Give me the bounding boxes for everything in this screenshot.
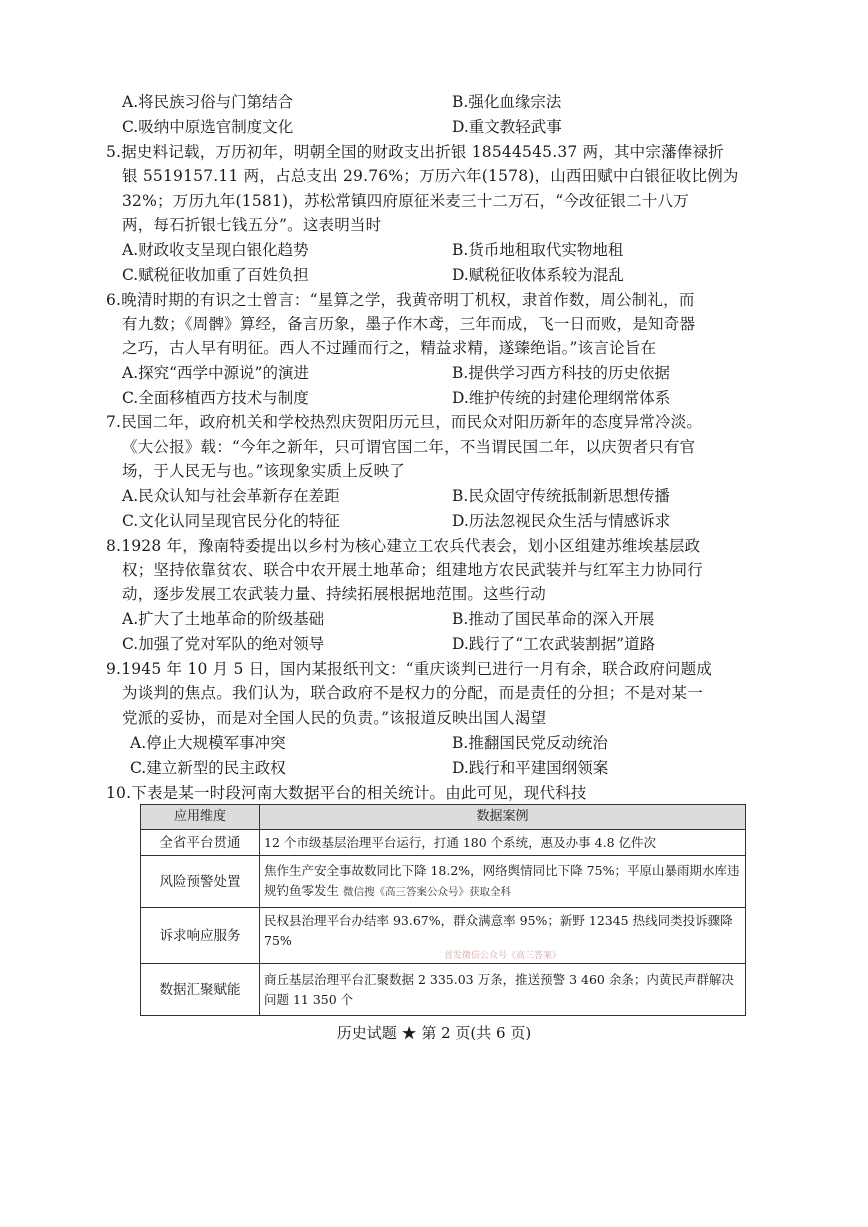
table-header-row bbox=[141, 805, 746, 830]
q5-stem-line: 银 5519157.11 两，占总支出 29.76%；万历六年(1578)，山西田赋中白银征收比例为 bbox=[122, 167, 739, 185]
q5-option-b: B.货币地租取代实物地租 bbox=[452, 241, 624, 259]
q6-option-d: D.维护传统的封建伦理纲常体系 bbox=[452, 389, 671, 407]
q4-option-b: B.强化血缘宗法 bbox=[452, 93, 562, 111]
watermark-text: 首发微信公众号《高三答案》 bbox=[443, 950, 561, 961]
q6-option-c: C.全面移植西方技术与制度 bbox=[122, 389, 309, 407]
q7-option-b: B.民众固守传统抵制新思想传播 bbox=[452, 487, 670, 505]
table-row bbox=[141, 964, 746, 1016]
q10-stem: 10.下表是某一时段河南大数据平台的相关统计。由此可见，现代科技 bbox=[106, 784, 587, 802]
q4-option-c: C.吸纳中原选官制度文化 bbox=[122, 118, 294, 136]
q5-option-d: D.赋税征收体系较为混乱 bbox=[452, 266, 624, 284]
q7-stem-line: 场，于人民无与也。”该现象实质上反映了 bbox=[122, 462, 405, 480]
table-cell-case bbox=[260, 856, 746, 908]
q8-option-b: B.推动了国民革命的深入开展 bbox=[452, 610, 655, 628]
q6-option-b: B.提供学习西方科技的历史依据 bbox=[452, 364, 670, 382]
q7-stem-line: 《大公报》载：“今年之新年，只可谓官国二年，不当谓民国二年，以庆贺者只有官 bbox=[122, 438, 696, 456]
table-row bbox=[141, 908, 746, 964]
q9-option-c: C.建立新型的民主政权 bbox=[130, 759, 286, 777]
q8-stem-line: 动，逐步发展工农武装力量、持续拓展根据地范围。这些行动 bbox=[122, 585, 546, 603]
q9-stem-line: 党派的妥协，而是对全国人民的负责。”该报道反映出国人渴望 bbox=[122, 709, 547, 727]
q5-option-a: A.财政收支呈现白银化趋势 bbox=[122, 241, 309, 259]
q9-option-d: D.践行和平建国纲领案 bbox=[452, 759, 609, 777]
q5-stem-line: 32%；万历九年(1581)，苏松常镇四府原征米麦三十二万石，“今改征银二十八万 bbox=[122, 192, 689, 210]
data-table bbox=[140, 804, 746, 1016]
table-cell-case: 12 个市级基层治理平台运行，打通 180 个系统，惠及办事 4.8 亿件次 bbox=[260, 830, 746, 856]
table-row bbox=[141, 856, 746, 908]
watermark-text: 微信搜《高三答案公众号》获取全科 bbox=[343, 886, 511, 898]
q8-option-a: A.扩大了土地革命的阶级基础 bbox=[122, 610, 325, 628]
page-footer: 历史试题 ★ 第 2 页(共 6 页) bbox=[336, 1024, 532, 1042]
case-text: 焦作生产安全事故数同比下降 18.2%，网络舆情同比下降 75%；平原山暴雨期水库违规钓鱼零发生 bbox=[264, 863, 740, 898]
q5-option-c: C.赋税征收加重了百姓负担 bbox=[122, 266, 309, 284]
table-cell-dimension: 数据汇聚赋能 bbox=[141, 964, 260, 1016]
table-cell-case bbox=[260, 908, 746, 964]
q9-option-b: B.推翻国民党反动统治 bbox=[452, 734, 608, 752]
table-cell-case: 商丘基层治理平台汇聚数据 2 335.03 万条，推送预警 3 460 余条；内黄民声群解决问题 11 350 个 bbox=[260, 964, 746, 1016]
table-row bbox=[141, 830, 746, 856]
q9-stem-line: 9.1945 年 10 月 5 日，国内某报纸刊文：“重庆谈判已进行一月有余，联合政府问题成 bbox=[106, 660, 713, 678]
q4-option-a: A.将民族习俗与门第结合 bbox=[122, 93, 294, 111]
q7-option-a: A.民众认知与社会革新存在差距 bbox=[122, 487, 340, 505]
table-cell-dimension: 全省平台贯通 bbox=[141, 830, 260, 856]
q6-option-a: A.探究“西学中源说”的演进 bbox=[122, 364, 309, 382]
q5-stem-line: 5.据史料记载，万历初年，明朝全国的财政支出折银 18544545.37 两，其中宗藩俸禄折 bbox=[106, 143, 724, 161]
q7-option-d: D.历法忽视民众生活与情感诉求 bbox=[452, 512, 671, 530]
q8-option-c: C.加强了党对军队的绝对领导 bbox=[122, 635, 325, 653]
table-cell-dimension: 诉求响应服务 bbox=[141, 908, 260, 964]
q8-option-d: D.践行了“工农武装割据”道路 bbox=[452, 635, 656, 653]
table-header-cases: 数据案例 bbox=[260, 805, 746, 830]
q8-stem-line: 权；坚持依靠贫农、联合中农开展土地革命；组建地方农民武装并与红军主力协同行 bbox=[122, 561, 703, 579]
q8-stem-line: 8.1928 年，豫南特委提出以乡村为核心建立工农兵代表会，划小区组建苏维埃基层政 bbox=[106, 537, 701, 555]
case-text: 民权县治理平台办结率 93.67%，群众满意率 95%；新野 12345 热线同类投诉骤降 75% bbox=[264, 912, 733, 948]
q9-stem-line: 为谈判的焦点。我们认为，联合政府不是权力的分配，而是责任的分担；不是对某一 bbox=[122, 684, 703, 702]
q5-stem-line: 两，每石折银七钱五分”。这表明当时 bbox=[122, 216, 382, 234]
table-header-dimension: 应用维度 bbox=[141, 805, 260, 830]
q6-stem-line: 6.晚清时期的有识之士曾言：“星算之学，我黄帝明丁机权，隶首作数，周公制礼，而 bbox=[106, 291, 695, 309]
q7-stem-line: 7.民国二年，政府机关和学校热烈庆贺阳历元旦，而民众对阳历新年的态度异常冷淡。 bbox=[106, 413, 703, 431]
q6-stem-line: 有九数；《周髀》算经，备言历象，墨子作木鸢，三年而成，飞一日而败，是知奇器 bbox=[122, 315, 696, 333]
table-cell-dimension: 风险预警处置 bbox=[141, 856, 260, 908]
q9-option-a: A.停止大规模军事冲突 bbox=[130, 734, 286, 752]
q4-option-d: D.重文教轻武事 bbox=[452, 118, 562, 136]
q6-stem-line: 之巧，古人早有明征。西人不过踵而行之，精益求精，遂臻绝诣。”该言论旨在 bbox=[122, 339, 657, 357]
q7-option-c: C.文化认同呈现官民分化的特征 bbox=[122, 512, 340, 530]
